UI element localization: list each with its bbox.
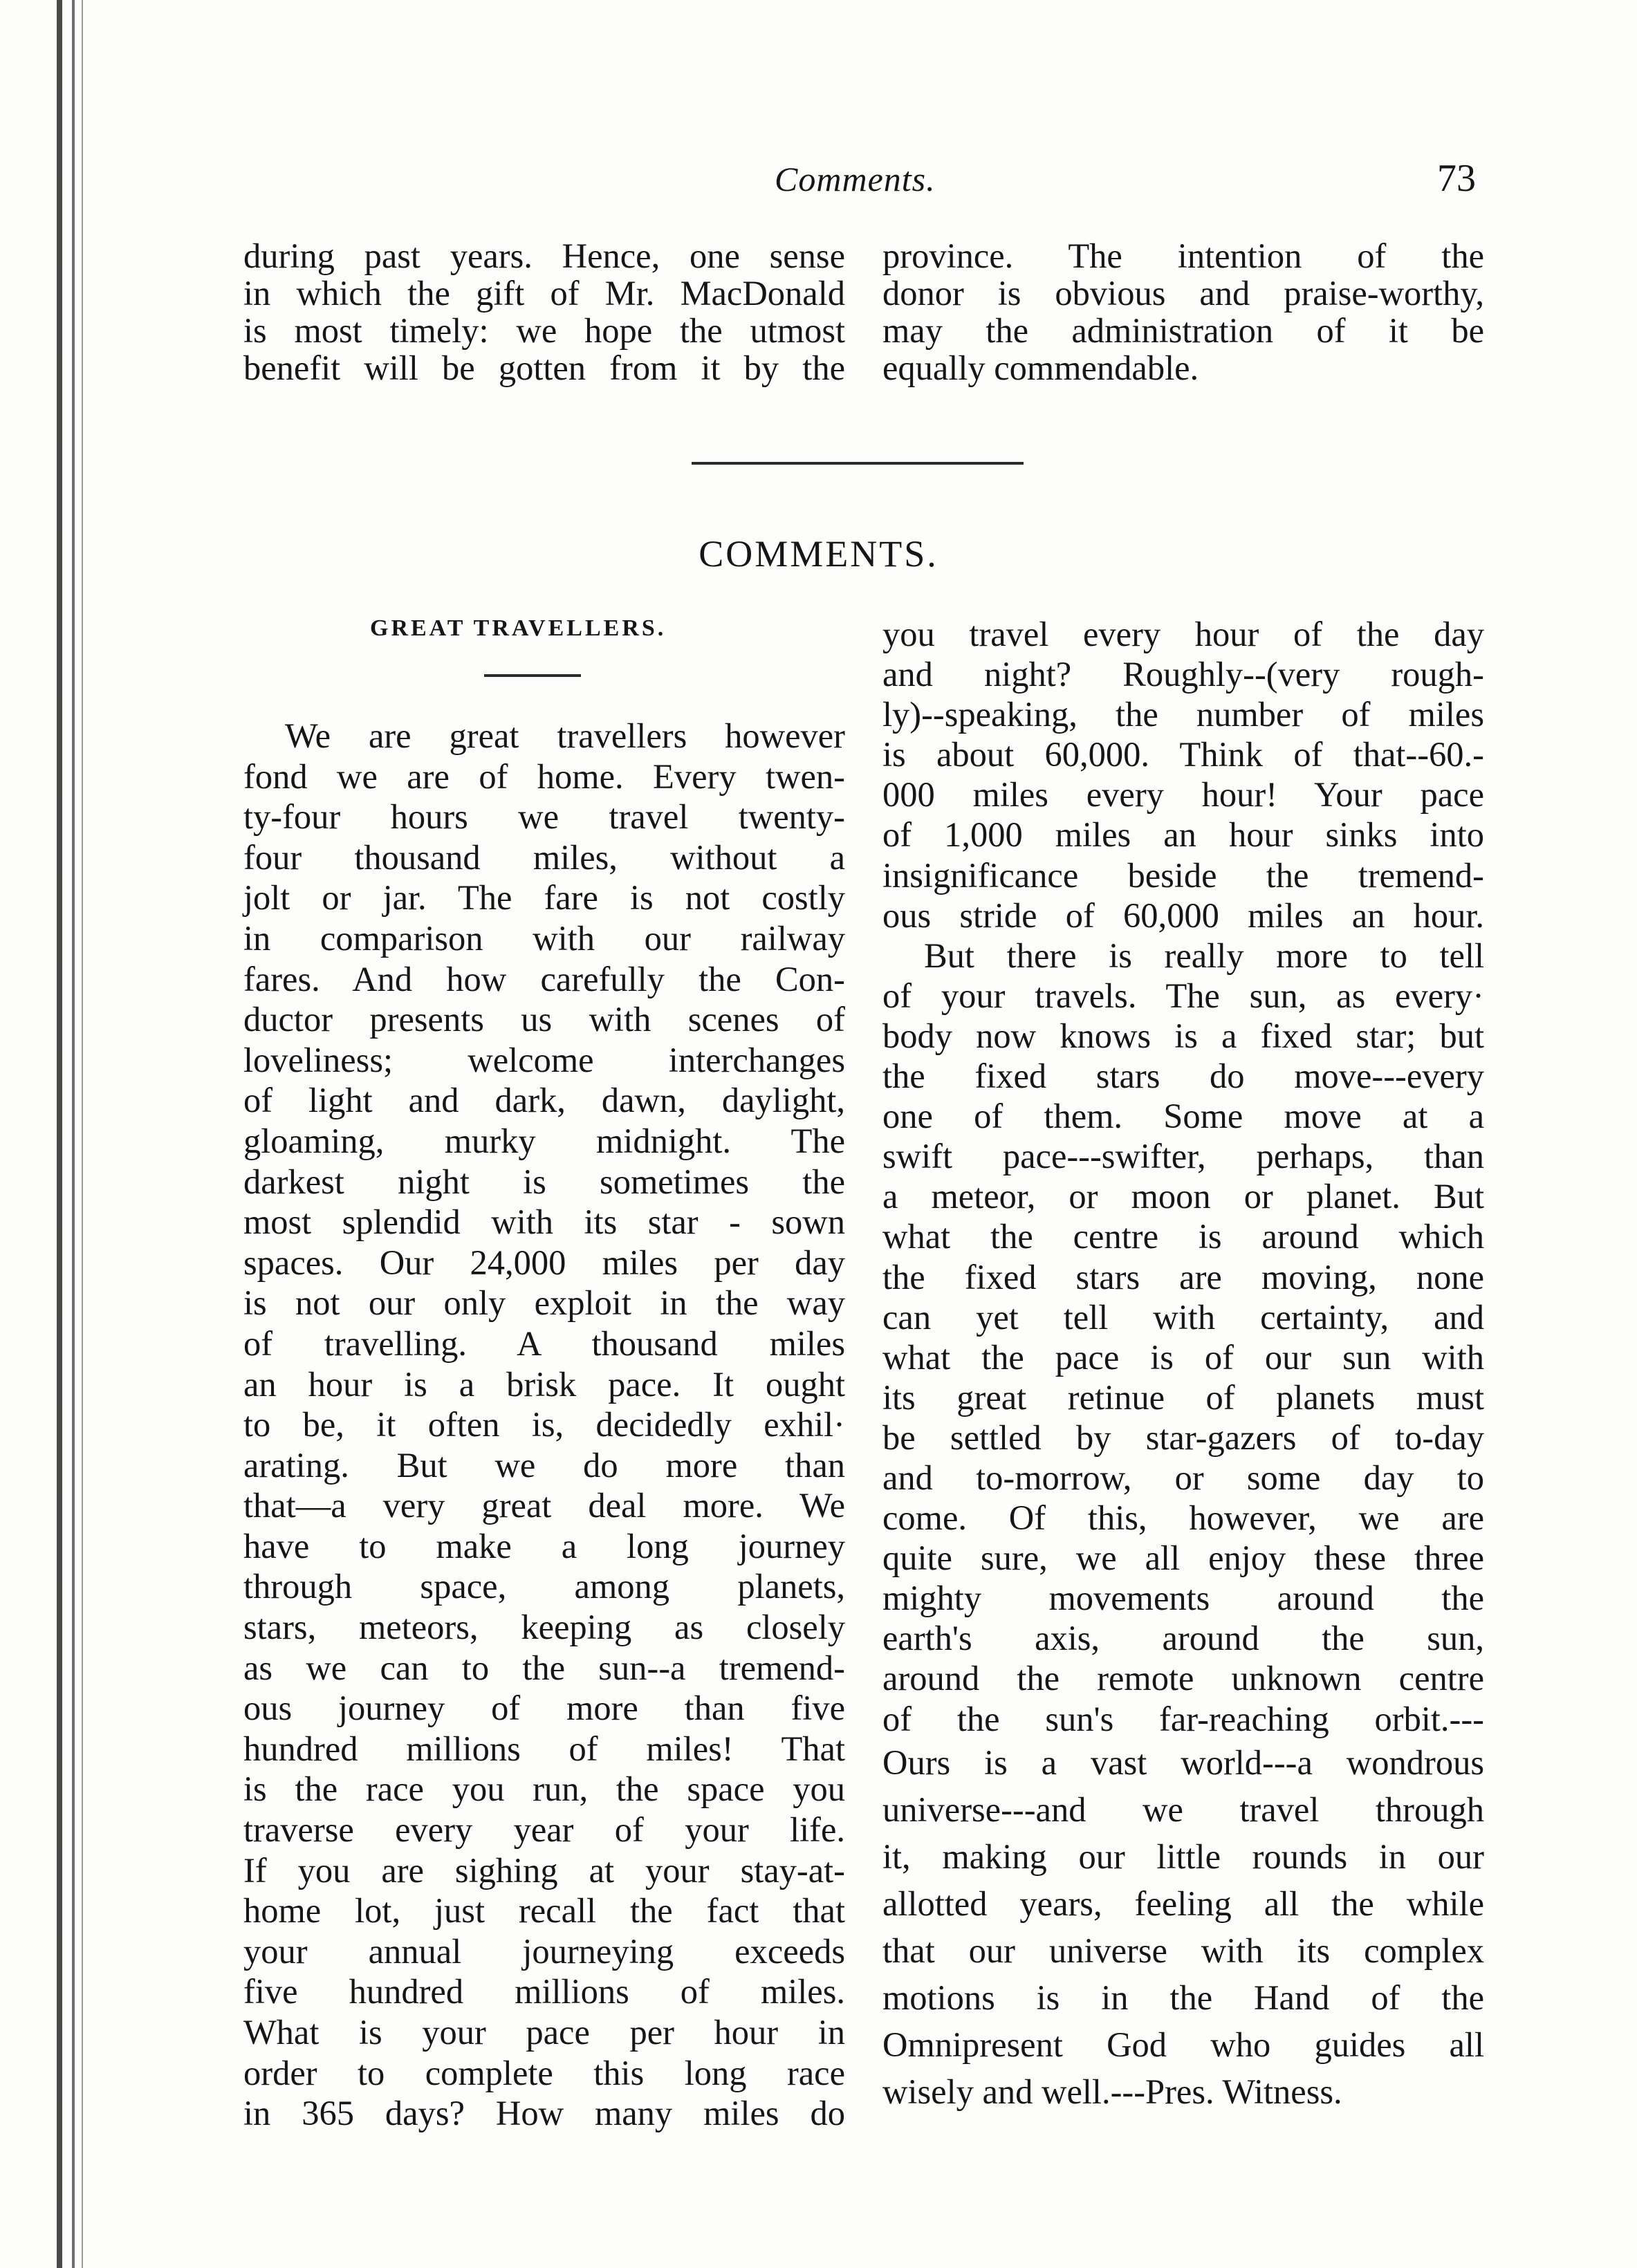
text-line: most splendid with its star - sown (243, 1202, 845, 1242)
text-line: stars, meteors, keeping as closely (243, 1608, 845, 1647)
text-line: through space, among planets, (243, 1567, 845, 1606)
book-binding-edge (0, 0, 104, 2268)
text-line: your annual journeying exceeds (243, 1931, 845, 1971)
text-line: of the sun's far-reaching orbit.--- (882, 1699, 1484, 1738)
text-line: what the centre is around which (882, 1217, 1484, 1256)
text-line: arating. But we do more than (243, 1445, 845, 1485)
text-line: body now knows is a fixed star; but (882, 1016, 1484, 1055)
text-line: spaces. Our 24,000 miles per day (243, 1243, 845, 1282)
text-line: loveliness; welcome interchanges (243, 1040, 845, 1079)
top-left-paragraph (243, 237, 845, 387)
text-line: But there is really more to tell (924, 936, 1484, 975)
page-number: 73 (1437, 157, 1476, 200)
text-line: ly)--speaking, the number of miles (882, 695, 1484, 734)
text-line: We are great travellers however (285, 716, 845, 755)
text-line: ty-four hours we travel twenty- (243, 797, 845, 837)
text-line: that our universe with its complex (882, 1931, 1484, 1970)
text-line: and to-morrow, or some day to (882, 1458, 1484, 1497)
text-line: mighty movements around the (882, 1579, 1484, 1618)
text-line: come. Of this, however, we are (882, 1498, 1484, 1538)
text-line: wisely and well.---Pres. Witness. (882, 2072, 1342, 2111)
text-line: five hundred millions of miles. (243, 1972, 845, 2011)
title-underline (484, 674, 581, 677)
text-line: have to make a long journey (243, 1526, 845, 1565)
text-line: province. The intention of the (882, 236, 1484, 275)
text-line: of travelling. A thousand miles (243, 1323, 845, 1363)
text-line: 000 miles every hour! Your pace (882, 775, 1484, 815)
section-divider (692, 462, 1024, 465)
section-title: COMMENTS. (699, 533, 938, 575)
text-line: allotted years, feeling all the while (882, 1884, 1484, 1923)
text-line: order to complete this long race (243, 2053, 845, 2092)
text-line: What is your pace per hour in (243, 2013, 845, 2052)
text-line: in comparison with our railway (243, 918, 845, 958)
text-line: and night? Roughly--(very rough- (882, 655, 1484, 694)
top-right-paragraph (882, 237, 1484, 387)
text-line: home lot, just recall the fact that (243, 1891, 845, 1931)
text-line: universe---and we travel through (882, 1790, 1484, 1829)
text-line: in which the gift of Mr. MacDonald (243, 274, 845, 313)
running-head: Comments. (775, 160, 936, 198)
text-line: be settled by star-gazers of to-day (882, 1418, 1484, 1457)
text-line: donor is obvious and praise-worthy, (882, 274, 1484, 313)
text-line: during past years. Hence, one sense (243, 236, 845, 275)
text-line: as we can to the sun--a tremend- (243, 1648, 845, 1687)
text-line: of your travels. The sun, as every· (882, 976, 1484, 1015)
text-line: If you are sighing at your stay-at- (243, 1850, 845, 1890)
text-line: benefit will be gotten from it by the (243, 348, 845, 387)
text-line: fond we are of home. Every twen- (243, 756, 845, 796)
text-line: to be, it often is, decidedly exhil· (243, 1405, 845, 1444)
text-line: darkest night is sometimes the (243, 1162, 845, 1201)
text-line: one of them. Some move at a (882, 1097, 1484, 1136)
text-line: ous journey of more than five (243, 1689, 845, 1728)
text-line: the fixed stars are moving, none (882, 1257, 1484, 1296)
text-line: may the administration of it be (882, 311, 1484, 350)
text-line: is about 60,000. Think of that--60.- (882, 735, 1484, 774)
text-line: jolt or jar. The fare is not costly (243, 878, 845, 918)
text-line: equally commendable. (882, 348, 1199, 387)
text-line: a meteor, or moon or planet. But (882, 1177, 1484, 1216)
text-line: hundred millions of miles! That (243, 1729, 845, 1768)
text-line: Omnipresent God who guides all (882, 2025, 1484, 2064)
text-line: motions is in the Hand of the (882, 1978, 1484, 2017)
text-line: four thousand miles, without a (243, 837, 845, 877)
article-left-column (243, 716, 845, 2134)
text-line: earth's axis, around the sun, (882, 1619, 1484, 1658)
text-line: of light and dark, dawn, daylight, (243, 1081, 845, 1120)
text-line: that—a very great deal more. We (243, 1486, 845, 1525)
text-line: insignificance beside the tremend- (882, 855, 1484, 895)
article-right-column (882, 614, 1484, 2115)
text-line: what the pace is of our sun with (882, 1337, 1484, 1377)
text-line: gloaming, murky midnight. The (243, 1121, 845, 1160)
text-line: of 1,000 miles an hour sinks into (882, 815, 1484, 855)
text-line: in 365 days? How many miles do (243, 2094, 845, 2133)
text-line: an hour is a brisk pace. It ought (243, 1364, 845, 1404)
text-line: quite sure, we all enjoy these three (882, 1539, 1484, 1578)
text-line: swift pace---swifter, perhaps, than (882, 1137, 1484, 1176)
text-line: you travel every hour of the day (882, 615, 1484, 653)
text-line: it, making our little rounds in our (882, 1837, 1484, 1876)
article-right-column-lower (882, 1739, 1484, 2115)
text-line: ous stride of 60,000 miles an hour. (882, 895, 1484, 935)
text-line: the fixed stars do move---every (882, 1057, 1484, 1096)
text-line: can yet tell with certainty, and (882, 1297, 1484, 1337)
text-line: ductor presents us with scenes of (243, 1000, 845, 1039)
text-line: is the race you run, the space you (243, 1769, 845, 1809)
text-line: its great retinue of planets must (882, 1377, 1484, 1417)
text-line: traverse every year of your life. (243, 1810, 845, 1850)
article-title: GREAT TRAVELLERS. (370, 615, 667, 641)
text-line: is most timely: we hope the utmost (243, 311, 845, 350)
text-line: Ours is a vast world---a wondrous (882, 1742, 1484, 1782)
text-line: around the remote unknown centre (882, 1659, 1484, 1698)
text-line: fares. And how carefully the Con- (243, 959, 845, 998)
text-line: is not our only exploit in the way (243, 1283, 845, 1323)
